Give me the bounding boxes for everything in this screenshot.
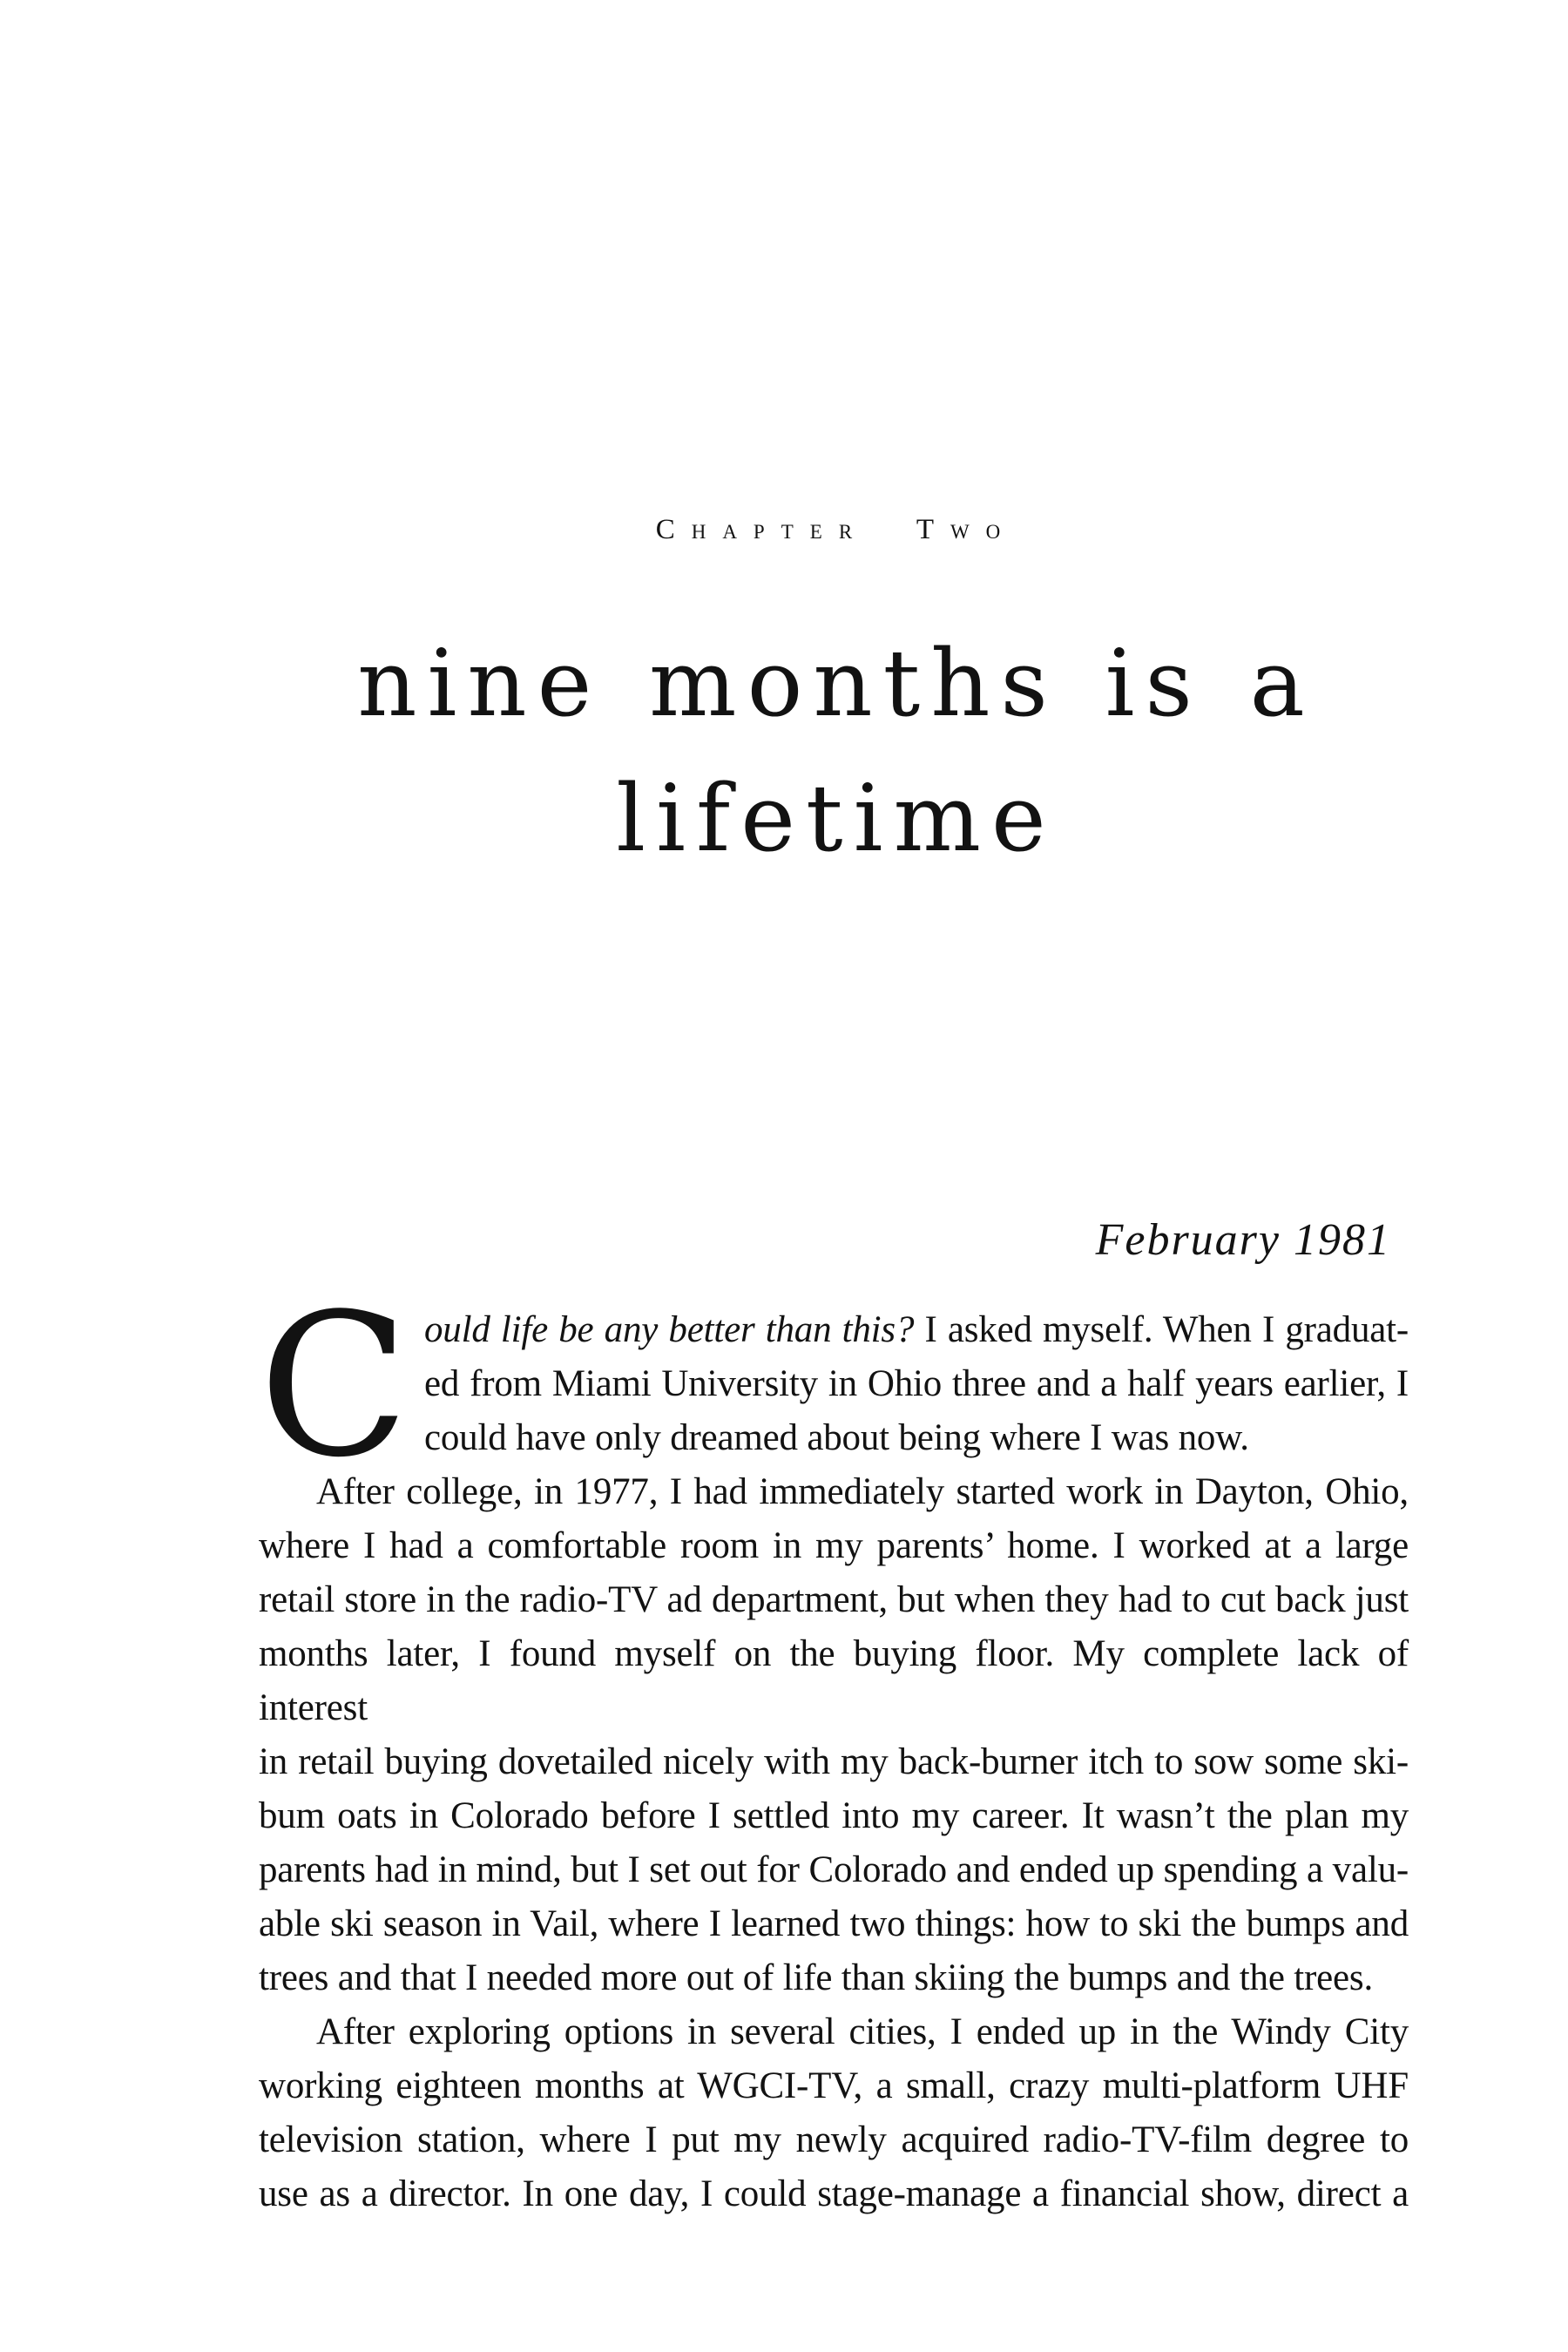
body-line — [259, 1951, 1409, 2005]
body-line-segment: I asked myself. When I graduat- — [914, 1309, 1409, 1350]
body-line-segment: where I had a comfortable room in my parents’ home. I worked at a large — [259, 1525, 1409, 1566]
body-line — [259, 2059, 1409, 2113]
body-line — [259, 1411, 1409, 1465]
body-line-segment: parents had in mind, but I set out for Colorado and ended up spending a valu- — [259, 1849, 1409, 1890]
body-line-segment: television station, where I put my newly acquired radio-TV-film degree to — [259, 2119, 1409, 2160]
body-line-segment: use as a director. In one day, I could stage-manage a financial show, direct a — [259, 2173, 1409, 2214]
body-line-segment: working eighteen months at WGCI-TV, a small, crazy multi-platform UHF — [259, 2065, 1409, 2106]
body-line-segment: After college, in 1977, I had immediately started work in Dayton, Ohio, — [316, 1471, 1409, 1512]
body-line — [259, 1897, 1409, 1951]
body-line-segment: After exploring options in several cities, I ended up in the Windy City — [316, 2011, 1409, 2052]
chapter-title-line-2: lifetime — [616, 765, 1057, 872]
body-line-segment: retail store in the radio-TV ad department, but when they had to cut back just — [259, 1579, 1409, 1620]
body-line — [259, 2113, 1409, 2167]
body-line — [259, 1519, 1409, 1573]
body-line — [259, 1465, 1409, 1519]
body-line-segment: in retail buying dovetailed nicely with my back-burner itch to sow some ski- — [259, 1741, 1409, 1782]
body-line-segment: could have only dreamed about being where I was now. — [424, 1417, 1249, 1458]
body-lines — [259, 1272, 1409, 2221]
body-line — [259, 1843, 1409, 1897]
body-line — [259, 2005, 1409, 2059]
dateline: February 1981 — [1095, 1215, 1391, 1265]
body-line-segment: trees and that I needed more out of life than skiing the bumps and the trees. — [259, 1957, 1373, 1998]
body-line-segment: months later, I found myself on the buying floor. My complete lack of interest — [259, 1633, 1409, 1728]
chapter-heading: Chapter Two — [655, 514, 1017, 545]
body-line-segment: able ski season in Vail, where I learned two things: how to ski the bumps and — [259, 1903, 1409, 1944]
body-line — [259, 1627, 1409, 1735]
body-line-segment: bum oats in Colorado before I settled into my career. It wasn’t the plan my — [259, 1795, 1409, 1836]
body-line-italic-segment: ould life be any better than this? — [424, 1309, 915, 1350]
chapter-title — [157, 616, 1516, 886]
body-line — [259, 1303, 1409, 1357]
body-line — [259, 1789, 1409, 1843]
body-line — [259, 1735, 1409, 1789]
body-text — [259, 1272, 1409, 2221]
body-line — [259, 1357, 1409, 1411]
body-line-segment: ed from Miami University in Ohio three and a half years earlier, I — [424, 1363, 1409, 1404]
body-line — [259, 2167, 1409, 2221]
chapter-title-line-1: nine months is a — [357, 630, 1315, 737]
body-line — [259, 1573, 1409, 1627]
drop-cap: C — [259, 1272, 409, 1501]
